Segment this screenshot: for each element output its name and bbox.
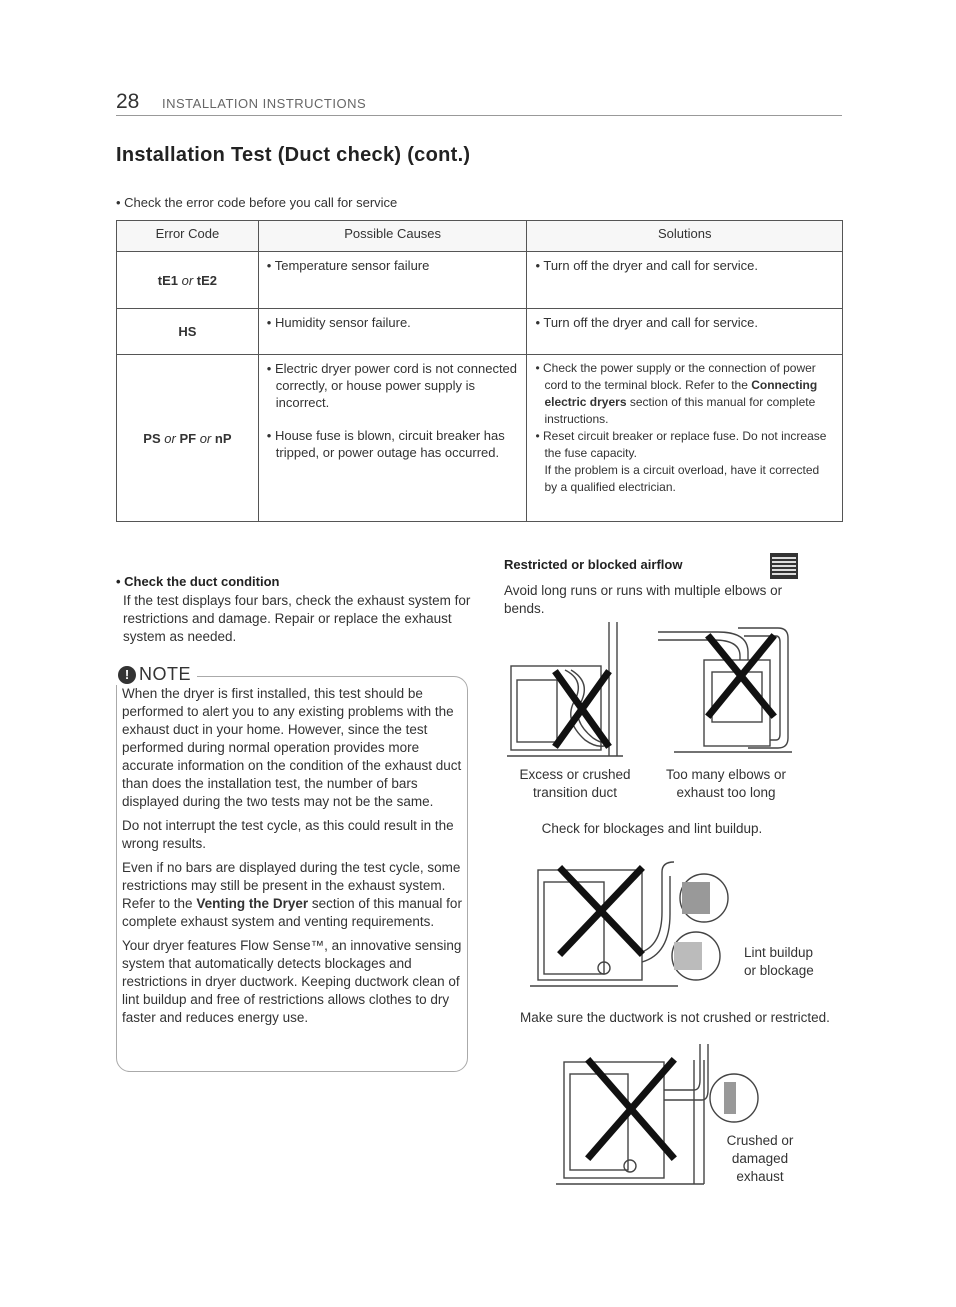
caption-too-many-elbows: Too many elbows or exhaust too long [665, 767, 787, 800]
page-title: Installation Test (Duct check) (cont.) [116, 144, 471, 166]
exclamation-icon: ! [118, 666, 136, 684]
note-label: NOTE [139, 664, 192, 684]
error-code: HS [117, 309, 259, 355]
column-header: Solutions [527, 221, 843, 252]
note-paragraph: When the dryer is first installed, this test should be performed to alert you to any existing problems with the exhaust duct in your home. However, since the test performed during normal operation provides more accurate information on the condition of the exhaust duct than does the installation test, the number of bars displayed during the two tests may not be the same. [122, 686, 462, 809]
possible-cause: • Humidity sensor failure. [258, 309, 527, 355]
restricted-heading: Restricted or blocked airflow [504, 557, 683, 572]
error-code: tE1 or tE2 [117, 252, 259, 309]
page-number: 28 [116, 90, 140, 113]
note-header [112, 664, 197, 685]
table-row [117, 252, 843, 309]
caption-excess-duct: Excess or crushed transition duct [519, 767, 631, 800]
check-blockages-text: Check for blockages and lint buildup. [541, 821, 763, 836]
note-paragraph: Even if no bars are displayed during the test cycle, some restrictions may still be present in the exhaust system. Refer to the Venting the Dryer section of this manual for complete exhaust system and venting requirements. [122, 860, 462, 929]
column-header: Possible Causes [258, 221, 527, 252]
duct-check-text: If the test displays four bars, check the exhaust system for restrictions and damage. Repair or replace the exhaust system as needed. [123, 593, 471, 644]
table-row [117, 309, 843, 355]
note-body [122, 685, 462, 1033]
possible-cause: • Electric dryer power cord is not connected correctly, or house power supply is incorrect. • House fuse is blown, circuit breaker has tripped, or power outage has occurred. [258, 355, 527, 522]
solution: • Turn off the dryer and call for service. [527, 252, 843, 309]
possible-cause: • Temperature sensor failure [258, 252, 527, 309]
lint-buildup-illustration [528, 852, 732, 992]
error-code: PS or PF or nP [117, 355, 259, 522]
error-code-table [116, 220, 843, 522]
excess-duct-illustration [505, 618, 625, 760]
note-paragraph: Your dryer features Flow Sense™, an innovative sensing system that automatically detects blockages and restrictions in dryer ductwork. Keeping ductwork clean of lint buildup and free of restrictions allows clothes to dry faster and reduces energy use. [122, 938, 462, 1025]
restricted-text: Avoid long runs or runs with multiple elbows or bends. [504, 583, 783, 616]
section-label: INSTALLATION INSTRUCTIONS [162, 96, 367, 111]
too-many-elbows-illustration [648, 618, 796, 760]
column-header: Error Code [117, 221, 259, 252]
note-paragraph: Do not interrupt the test cycle, as this could result in the wrong results. [122, 818, 454, 851]
duct-check-heading: • Check the duct condition [116, 574, 280, 589]
manual-icon [770, 553, 798, 579]
crushed-exhaust-label: Crushed or damaged exhaust [726, 1133, 794, 1184]
make-sure-text: Make sure the ductwork is not crushed or restricted. [520, 1010, 830, 1025]
lint-buildup-label: Lint buildup or blockage [744, 945, 814, 978]
table-row [117, 355, 843, 522]
page-header [116, 88, 842, 116]
table-header-row [117, 221, 843, 252]
solution: • Turn off the dryer and call for service. [527, 309, 843, 355]
intro-text: • Check the error code before you call for service [116, 195, 398, 210]
solution: • Check the power supply or the connection of power cord to the terminal block. Refer to the Connecting electric dryers section of this manual for complete instructions. • Reset circuit breaker or replace fuse. Do not increase the fuse capacity. If the problem is a circuit overload, have it corrected by a qualified electrician. [527, 355, 843, 522]
